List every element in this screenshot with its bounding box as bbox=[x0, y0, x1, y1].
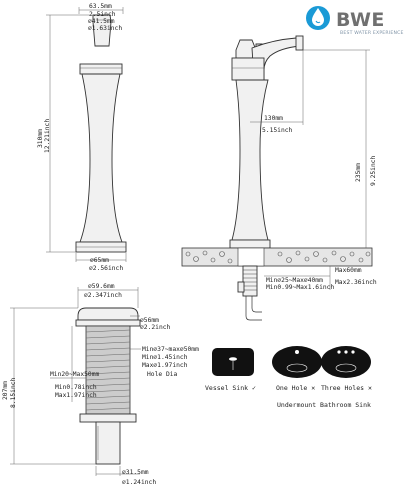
one-hole-label: One Hole ✕ bbox=[276, 384, 316, 392]
side-spout-reach-mm: 130mm bbox=[264, 115, 283, 122]
brand-name: BWE bbox=[336, 9, 385, 31]
front-handle-dia-mm: ⌀41.5mm bbox=[88, 18, 115, 25]
drain-tail-dia-mm: ⌀31.5mm bbox=[122, 469, 149, 476]
drain-hole-dia-min-in: Min⌀1.45inch bbox=[142, 354, 188, 361]
drain-cap-dia-in: ⌀2.347inch bbox=[84, 292, 122, 299]
one-hole-sink-icon bbox=[272, 346, 322, 378]
side-max-deck-in: Max2.36inch bbox=[335, 279, 377, 286]
drain-body-dia-mm: ⌀56mm bbox=[140, 317, 159, 324]
drain-height-mm: 207mm bbox=[2, 381, 9, 400]
water-drop-icon bbox=[306, 6, 330, 30]
drain-height-in: 8.15inch bbox=[10, 377, 17, 408]
front-base-dia-in: ⌀2.56inch bbox=[89, 265, 124, 272]
side-spout-height-mm: 235mm bbox=[355, 163, 362, 182]
side-deck-hole-in: Min0.99~Max1.6inch bbox=[266, 284, 335, 291]
drain-thickness-min-in: Min0.78inch bbox=[55, 384, 97, 391]
pop-up-drain bbox=[2, 283, 199, 486]
front-base-dia-mm: ⌀65mm bbox=[90, 257, 109, 264]
front-height-mm: 310mm bbox=[37, 129, 44, 148]
undermount-caption: Undermount Bathroom Sink bbox=[277, 401, 371, 409]
front-top-width-in: 2.5inch bbox=[89, 11, 116, 18]
side-deck-hole-mm: Min⌀25~Max⌀40mm bbox=[266, 277, 323, 284]
side-spout-reach-in: 5.15inch bbox=[262, 127, 293, 134]
front-view-faucet bbox=[37, 3, 126, 272]
drain-thickness-mm: Min20~Max50mm bbox=[50, 371, 100, 378]
drain-hole-dia-range: Min⌀37~max⌀50mm bbox=[142, 346, 199, 353]
three-holes-label: Three Holes ✕ bbox=[321, 384, 372, 392]
side-spout-height-in: 9.25inch bbox=[370, 155, 377, 186]
side-max-deck-mm: Max60mm bbox=[335, 267, 362, 274]
drain-hole-dia-max-in: Max⌀1.97inch bbox=[142, 362, 188, 369]
drain-tail-dia-in: ⌀1.24inch bbox=[122, 479, 157, 486]
three-holes-sink-icon bbox=[321, 346, 371, 378]
sink-types bbox=[205, 346, 372, 409]
drain-thickness-max-in: Max1.97inch bbox=[55, 392, 97, 399]
front-top-width-mm: 63.5mm bbox=[89, 3, 112, 10]
brand-tagline: BEST WATER EXPERIENCE bbox=[340, 31, 404, 36]
drain-cap-dia-mm: ⌀59.6mm bbox=[88, 283, 115, 290]
drain-hole-dia-label: Hole Dia bbox=[147, 371, 178, 378]
vessel-sink-label: Vessel Sink ✓ bbox=[205, 384, 256, 392]
countertop-section bbox=[182, 248, 372, 266]
drain-body-dia-in: ⌀2.2inch bbox=[140, 324, 171, 331]
front-handle-dia-in: ⌀1.63inch bbox=[88, 25, 123, 32]
vessel-sink-icon bbox=[212, 348, 254, 376]
front-height-in: 12.21inch bbox=[44, 118, 51, 153]
brand-logo bbox=[306, 6, 404, 36]
side-view-faucet bbox=[182, 36, 377, 320]
